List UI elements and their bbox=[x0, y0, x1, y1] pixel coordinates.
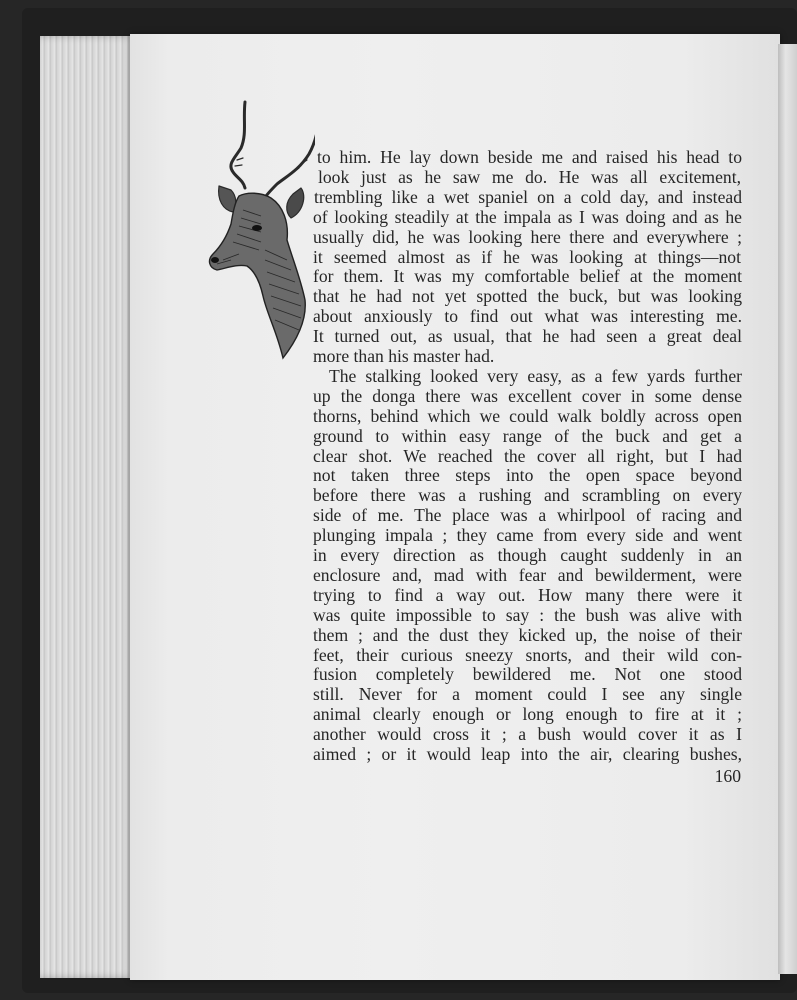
text-line: still. Never for a moment could I see any single bbox=[313, 684, 742, 704]
text-line: to him. He lay down beside me and raised his head to bbox=[317, 147, 742, 167]
text-line: feet, their curious sneezy snorts, and their wild con- bbox=[313, 645, 742, 665]
text-line: aimed ; or it would leap into the air, clearing bushes, bbox=[313, 744, 742, 764]
text-line: more than his master had. bbox=[313, 346, 495, 366]
text-line: thorns, behind which we could walk boldly across open bbox=[313, 406, 742, 426]
text-line: about anxiously to find out what was interesting me. bbox=[313, 306, 742, 326]
text-line: look just as he saw me do. He was all excitement, bbox=[318, 167, 741, 187]
text-line: plunging impala ; they came from every side and went bbox=[313, 525, 742, 545]
text-line: enclosure and, mad with fear and bewilderment, were bbox=[313, 565, 742, 585]
text-line: not taken three steps into the open space beyond bbox=[313, 465, 742, 485]
text-line: another would cross it ; a bush would cover it as I bbox=[313, 724, 742, 744]
text-line: before there was a rushing and scrambling on every bbox=[313, 485, 742, 505]
text-line: The stalking looked very easy, as a few yards further bbox=[329, 366, 742, 386]
page-number: 160 bbox=[714, 766, 741, 786]
text-line: It turned out, as usual, that he had seen a great deal bbox=[313, 326, 742, 346]
text-line: in every direction as though caught suddenly in an bbox=[313, 545, 742, 565]
facing-page-edge bbox=[778, 44, 797, 974]
text-line: up the donga there was excellent cover in some dense bbox=[313, 386, 742, 406]
text-line: that he had not yet spotted the buck, but was looking bbox=[313, 286, 742, 306]
text-line: usually did, he was looking here there and everywhere ; bbox=[313, 227, 742, 247]
text-line: trying to find a way out. How many there were it bbox=[313, 585, 742, 605]
page-edges bbox=[40, 36, 136, 978]
text-line: clear shot. We reached the cover all right, but I had bbox=[313, 446, 742, 466]
impala-head-illustration bbox=[203, 100, 315, 362]
text-line: ground to within easy range of the buck and get a bbox=[313, 426, 742, 446]
text-line: trembling like a wet spaniel on a cold day, and instead bbox=[314, 187, 742, 207]
text-line: them ; and the dust they kicked up, the noise of their bbox=[313, 625, 742, 645]
text-line: animal clearly enough or long enough to fire at it ; bbox=[313, 704, 742, 724]
text-line: of looking steadily at the impala as I was doing and as he bbox=[313, 207, 742, 227]
text-line: side of me. The place was a whirlpool of racing and bbox=[313, 505, 742, 525]
text-line: fusion completely bewildered me. Not one stood bbox=[313, 664, 742, 684]
text-line: for them. It was my comfortable belief at the moment bbox=[313, 266, 742, 286]
text-line: was quite impossible to say : the bush was alive with bbox=[313, 605, 742, 625]
text-line: it seemed almost as if he was looking at things—not bbox=[313, 247, 741, 267]
